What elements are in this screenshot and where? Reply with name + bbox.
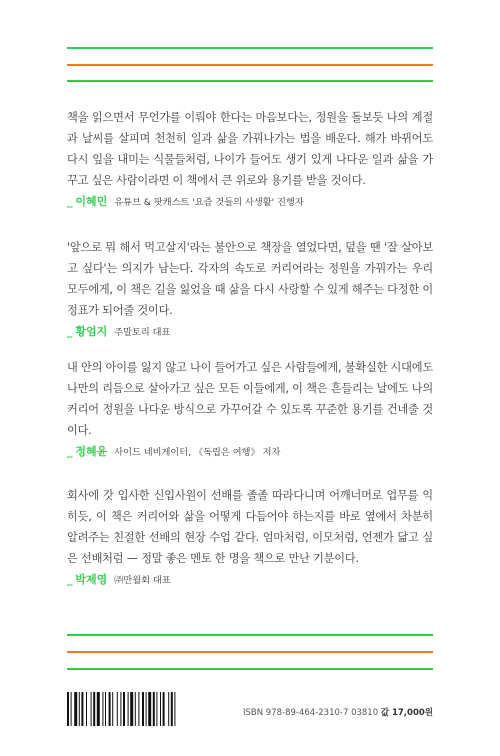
isbn: ISBN 978-89-464-2310-7 03810 (243, 708, 379, 718)
endorsement-text: 내 안의 아이를 잃지 않고 나이 들어가고 싶은 사람들에게, 불확실한 시대에도 나만의 리듬으로 살아가고 싶은 모든 이들에게, 이 책은 흔들리는 날에도 나의 커리어 정원을 나다운 방식으로 가꾸어갈 수 있도록 꾸준한 용기를 건네줄 것이다. (67, 361, 433, 437)
endorser-title: ㈜만월회 대표 (114, 575, 171, 586)
endorsement-credit (67, 571, 433, 587)
endorsement-4 (67, 485, 433, 587)
endorser-title: 사이드 네비게이터, 《독립은 여행》 저자 (114, 447, 281, 458)
endorsement-text: 회사에 갓 입사한 신입사원이 선배를 졸졸 따라다니며 어깨너머로 업무를 익히듯, 이 책은 커리어와 삶을 어떻게 다듬어야 하는지를 바로 옆에서 차분히 알려주는 친절한 선배의 현장 수업 같다. 엄마처럼, 이모처럼, 언젠가 닮고 싶은 선배처럼 — 정말 좋은 멘토 한 명을 책으로 만난 기분이다. (67, 489, 433, 565)
top-rule-green-2 (67, 80, 433, 82)
credit-dash: _ (67, 573, 73, 586)
endorsement-text: 책을 읽으면서 무언가를 이뤄야 한다는 마음보다는, 정원을 돌보듯 나의 계절과 날씨를 살피며 천천히 일과 삶을 가꿔나가는 법을 배운다. 해가 바뀌어도 다시 잎을 내미는 식물들처럼, 나이가 들어도 생기 있게 나다운 일과 삶을 가꾸고 싶은 사람이라면 이 책에서 큰 위로와 용기를 받을 것이다. (67, 111, 433, 187)
endorsement-credit (67, 443, 433, 459)
bottom-rule-green-1 (67, 634, 433, 636)
endorsement-3 (67, 357, 433, 459)
endorser-name: 정혜윤 (75, 445, 108, 458)
bottom-rule-orange (67, 651, 433, 653)
endorser-name: 황엄지 (75, 325, 108, 338)
bottom-rule-green-2 (67, 668, 433, 670)
price: 값 17,000원 (380, 708, 433, 718)
endorsement-text: '앞으로 뭐 해서 먹고살지'라는 불안으로 책장을 열었다면, 덮을 땐 '잘 살아보고 싶다'는 의지가 남는다. 각자의 속도로 커리어라는 정원을 가꿔가는 우리 모두에게, 이 책은 길을 잃었을 때 삶을 다시 사랑할 수 있게 해주는 다정한 이정표가 되어줄 것이다. (67, 241, 433, 317)
top-rule-green-1 (67, 47, 433, 49)
endorser-name: 박제영 (75, 573, 108, 586)
top-rule-orange (67, 64, 433, 66)
endorser-name: 이혜민 (75, 195, 108, 208)
barcode (67, 692, 227, 726)
endorser-title: 유튜브 & 팟캐스트 '요즘 것들의 사생활' 진행자 (114, 197, 304, 208)
endorsement-credit (67, 193, 433, 209)
endorsement-2 (67, 237, 433, 339)
endorser-title: 주말토리 대표 (114, 327, 171, 338)
endorsement-1 (67, 107, 433, 209)
endorsement-credit (67, 323, 433, 339)
credit-dash: _ (67, 325, 73, 338)
book-info (243, 706, 433, 718)
credit-dash: _ (67, 195, 73, 208)
credit-dash: _ (67, 445, 73, 458)
